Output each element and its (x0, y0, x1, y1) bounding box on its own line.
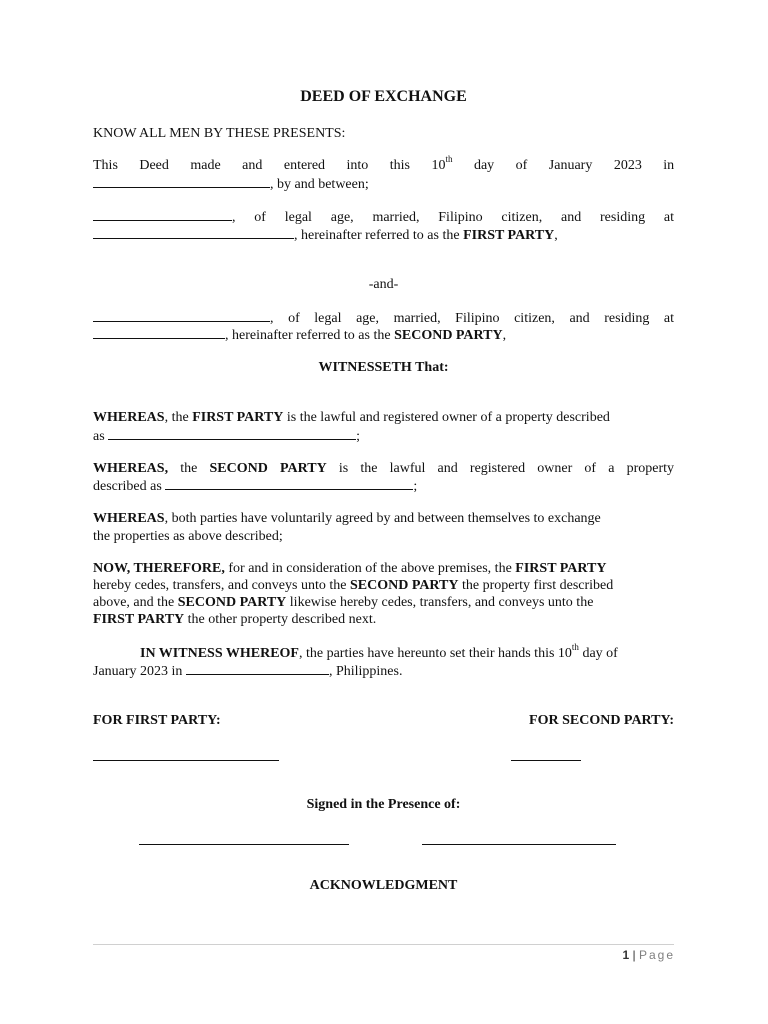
party2-address-blank[interactable] (93, 326, 225, 339)
place-blank[interactable] (93, 175, 270, 188)
whereas2-line-1: WHEREAS, the SECOND PARTY is the lawful and registered owner of a property (93, 461, 675, 476)
for-first-party-label: FOR FIRST PARTY: (93, 713, 221, 728)
now-line-2: hereby cedes, transfers, and conveys unto the SECOND PARTY the property first described (93, 578, 614, 593)
page-number: 1 (622, 948, 630, 962)
witness-1-signature-line[interactable] (139, 843, 349, 845)
now-line-4: FIRST PARTY the other property described next. (93, 612, 377, 627)
now-line-1: NOW, THEREFORE, for and in consideration of the above premises, the FIRST PARTY (93, 561, 607, 576)
whereas2-line-2: described as ; (93, 479, 418, 494)
intro-line-2: , by and between; (93, 175, 674, 193)
party1-line-2: , hereinafter referred to as the FIRST PARTY, (93, 226, 674, 244)
second-property-blank[interactable] (165, 477, 413, 490)
witness-2-signature-line[interactable] (422, 843, 616, 845)
page-separator: | (629, 948, 639, 962)
first-property-blank[interactable] (108, 427, 356, 440)
party1-address-blank[interactable] (93, 226, 294, 239)
page-footer (622, 948, 675, 962)
whereas3-line-1: WHEREAS, both parties have voluntarily agreed by and between themselves to exchange (93, 511, 601, 526)
party2-name-blank[interactable] (93, 309, 270, 322)
party2-line-1: , of legal age, married, Filipino citizen, and residing at (93, 309, 674, 327)
whereas1-line-2: as ; (93, 429, 361, 444)
party2-line-2: , hereinafter referred to as the SECOND PARTY, (93, 326, 674, 344)
for-second-party-label: FOR SECOND PARTY: (529, 713, 674, 728)
opening-line: KNOW ALL MEN BY THESE PRESENTS: (93, 126, 346, 141)
party1-line-1: , of legal age, married, Filipino citizen, and residing at (93, 208, 674, 226)
intro-line-1: This Deed made and entered into this 10th day of January 2023 in (93, 154, 675, 173)
and-separator: -and- (368, 277, 399, 292)
signing-place-blank[interactable] (186, 662, 329, 675)
witness-line-1: IN WITNESS WHEREOF, the parties have hereunto set their hands this 10th day of (140, 642, 618, 661)
second-party-signature-line[interactable] (511, 759, 581, 761)
first-party-signature-line[interactable] (93, 759, 279, 761)
party1-name-blank[interactable] (93, 208, 232, 221)
witness-line-2: January 2023 in , Philippines. (93, 664, 403, 679)
whereas1-line-1: WHEREAS, the FIRST PARTY is the lawful and registered owner of a property described (93, 410, 610, 425)
whereas3-line-2: the properties as above described; (93, 529, 283, 544)
acknowledgment-heading: ACKNOWLEDGMENT (309, 878, 458, 893)
footer-rule (93, 944, 674, 945)
witnesseth-heading: WITNESSETH That: (318, 360, 449, 375)
document-title: DEED OF EXCHANGE (300, 88, 467, 105)
page-word: Page (638, 948, 675, 962)
signed-in-presence-label: Signed in the Presence of: (306, 797, 461, 812)
now-line-3: above, and the SECOND PARTY likewise hereby cedes, transfers, and conveys unto the (93, 595, 594, 610)
